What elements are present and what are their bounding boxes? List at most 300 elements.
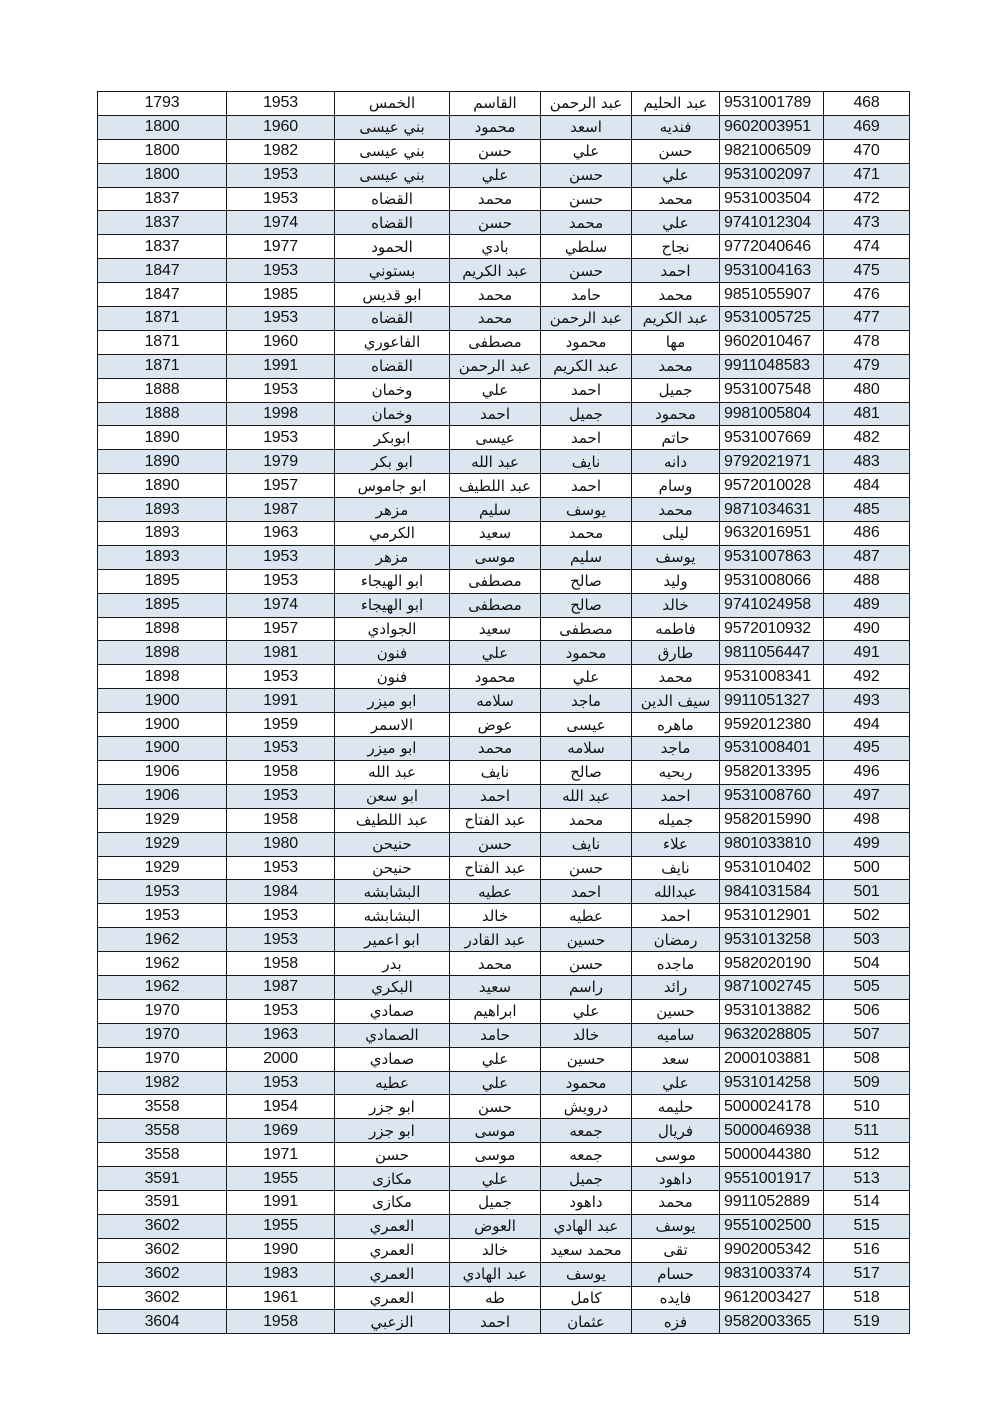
father-name-cell: داهود xyxy=(541,1190,632,1214)
plot-number-cell: 3602 xyxy=(98,1262,227,1286)
birth-year-cell: 1953 xyxy=(227,784,335,808)
family-name-cell: ابو جاموس xyxy=(335,474,450,498)
first-name-cell: علي xyxy=(632,163,720,187)
sequence-number-cell: 485 xyxy=(824,498,910,522)
birth-year-cell: 1953 xyxy=(227,737,335,761)
table-row xyxy=(98,1119,910,1143)
birth-year-cell: 1974 xyxy=(227,593,335,617)
father-name-cell: اسعد xyxy=(541,115,632,139)
first-name-cell: حسن xyxy=(632,139,720,163)
family-name-cell: الخمس xyxy=(335,92,450,116)
first-name-cell: فاطمه xyxy=(632,617,720,641)
table-row xyxy=(98,1047,910,1071)
table-row xyxy=(98,330,910,354)
grandfather-name-cell: محمد xyxy=(450,187,541,211)
birth-year-cell: 1957 xyxy=(227,617,335,641)
sequence-number-cell: 509 xyxy=(824,1071,910,1095)
national-id-cell: 9531014258 xyxy=(720,1071,824,1095)
sequence-number-cell: 514 xyxy=(824,1190,910,1214)
sequence-number-cell: 475 xyxy=(824,259,910,283)
first-name-cell: علاء xyxy=(632,832,720,856)
grandfather-name-cell: عبد الرحمن xyxy=(450,354,541,378)
national-id-cell: 2000103881 xyxy=(720,1047,824,1071)
national-id-cell: 9531013882 xyxy=(720,999,824,1023)
table-row xyxy=(98,904,910,928)
sequence-number-cell: 501 xyxy=(824,880,910,904)
birth-year-cell: 1953 xyxy=(227,1071,335,1095)
plot-number-cell: 1837 xyxy=(98,211,227,235)
grandfather-name-cell: سلامه xyxy=(450,689,541,713)
birth-year-cell: 1953 xyxy=(227,378,335,402)
plot-number-cell: 1962 xyxy=(98,952,227,976)
sequence-number-cell: 491 xyxy=(824,641,910,665)
sequence-number-cell: 476 xyxy=(824,283,910,307)
father-name-cell: حسن xyxy=(541,187,632,211)
family-name-cell: ابو جزر xyxy=(335,1119,450,1143)
plot-number-cell: 1970 xyxy=(98,1023,227,1047)
plot-number-cell: 1895 xyxy=(98,593,227,617)
sequence-number-cell: 468 xyxy=(824,92,910,116)
birth-year-cell: 1954 xyxy=(227,1095,335,1119)
plot-number-cell: 1890 xyxy=(98,426,227,450)
birth-year-cell: 2000 xyxy=(227,1047,335,1071)
sequence-number-cell: 502 xyxy=(824,904,910,928)
plot-number-cell: 1890 xyxy=(98,450,227,474)
father-name-cell: درويش xyxy=(541,1095,632,1119)
table-row xyxy=(98,259,910,283)
register-table xyxy=(97,91,910,1334)
grandfather-name-cell: نايف xyxy=(450,760,541,784)
first-name-cell: عبدالله xyxy=(632,880,720,904)
national-id-cell: 9531010402 xyxy=(720,856,824,880)
birth-year-cell: 1953 xyxy=(227,187,335,211)
table-row xyxy=(98,952,910,976)
table-row xyxy=(98,235,910,259)
plot-number-cell: 1900 xyxy=(98,737,227,761)
sequence-number-cell: 499 xyxy=(824,832,910,856)
table-row xyxy=(98,928,910,952)
family-name-cell: الكرمي xyxy=(335,522,450,546)
first-name-cell: محمد xyxy=(632,498,720,522)
national-id-cell: 9531004163 xyxy=(720,259,824,283)
national-id-cell: 9911051327 xyxy=(720,689,824,713)
birth-year-cell: 1987 xyxy=(227,975,335,999)
sequence-number-cell: 517 xyxy=(824,1262,910,1286)
birth-year-cell: 1953 xyxy=(227,545,335,569)
table-row xyxy=(98,1262,910,1286)
plot-number-cell: 3591 xyxy=(98,1190,227,1214)
sequence-number-cell: 470 xyxy=(824,139,910,163)
national-id-cell: 9602010467 xyxy=(720,330,824,354)
national-id-cell: 9582015990 xyxy=(720,808,824,832)
family-name-cell: حنيحن xyxy=(335,832,450,856)
family-name-cell: صمادي xyxy=(335,1047,450,1071)
birth-year-cell: 1958 xyxy=(227,808,335,832)
national-id-cell: 9911048583 xyxy=(720,354,824,378)
sequence-number-cell: 472 xyxy=(824,187,910,211)
table-row xyxy=(98,115,910,139)
grandfather-name-cell: بادي xyxy=(450,235,541,259)
grandfather-name-cell: عبد القادر xyxy=(450,928,541,952)
table-row xyxy=(98,737,910,761)
grandfather-name-cell: علي xyxy=(450,163,541,187)
grandfather-name-cell: مصطفى xyxy=(450,593,541,617)
father-name-cell: جمعه xyxy=(541,1143,632,1167)
family-name-cell: عطيه xyxy=(335,1071,450,1095)
plot-number-cell: 1962 xyxy=(98,928,227,952)
plot-number-cell: 1888 xyxy=(98,378,227,402)
plot-number-cell: 3604 xyxy=(98,1310,227,1334)
national-id-cell: 9792021971 xyxy=(720,450,824,474)
sequence-number-cell: 496 xyxy=(824,760,910,784)
sequence-number-cell: 474 xyxy=(824,235,910,259)
national-id-cell: 9531002097 xyxy=(720,163,824,187)
birth-year-cell: 1953 xyxy=(227,307,335,331)
first-name-cell: سعد xyxy=(632,1047,720,1071)
plot-number-cell: 1906 xyxy=(98,784,227,808)
grandfather-name-cell: محمد xyxy=(450,737,541,761)
table-row xyxy=(98,1238,910,1262)
sequence-number-cell: 500 xyxy=(824,856,910,880)
father-name-cell: علي xyxy=(541,999,632,1023)
plot-number-cell: 1800 xyxy=(98,139,227,163)
birth-year-cell: 1953 xyxy=(227,426,335,450)
father-name-cell: حسين xyxy=(541,1047,632,1071)
family-name-cell: بني عيسى xyxy=(335,115,450,139)
grandfather-name-cell: العوض xyxy=(450,1214,541,1238)
first-name-cell: رمضان xyxy=(632,928,720,952)
plot-number-cell: 1871 xyxy=(98,330,227,354)
family-name-cell: ابو ميزر xyxy=(335,737,450,761)
national-id-cell: 9531007863 xyxy=(720,545,824,569)
first-name-cell: نجاح xyxy=(632,235,720,259)
father-name-cell: احمد xyxy=(541,378,632,402)
national-id-cell: 9741012304 xyxy=(720,211,824,235)
table-row xyxy=(98,402,910,426)
national-id-cell: 9911052889 xyxy=(720,1190,824,1214)
grandfather-name-cell: محمد xyxy=(450,283,541,307)
father-name-cell: نايف xyxy=(541,832,632,856)
grandfather-name-cell: ابراهيم xyxy=(450,999,541,1023)
birth-year-cell: 1963 xyxy=(227,522,335,546)
plot-number-cell: 1890 xyxy=(98,474,227,498)
table-row xyxy=(98,522,910,546)
father-name-cell: حسن xyxy=(541,856,632,880)
table-row xyxy=(98,139,910,163)
family-name-cell: ابوبكر xyxy=(335,426,450,450)
sequence-number-cell: 481 xyxy=(824,402,910,426)
national-id-cell: 9632016951 xyxy=(720,522,824,546)
table-row xyxy=(98,1167,910,1191)
sequence-number-cell: 515 xyxy=(824,1214,910,1238)
family-name-cell: ابو جزر xyxy=(335,1095,450,1119)
table-row xyxy=(98,474,910,498)
grandfather-name-cell: احمد xyxy=(450,1310,541,1334)
table-row xyxy=(98,975,910,999)
national-id-cell: 5000046938 xyxy=(720,1119,824,1143)
sequence-number-cell: 471 xyxy=(824,163,910,187)
family-name-cell: ابو قديس xyxy=(335,283,450,307)
national-id-cell: 9741024958 xyxy=(720,593,824,617)
father-name-cell: احمد xyxy=(541,474,632,498)
grandfather-name-cell: محمد xyxy=(450,307,541,331)
birth-year-cell: 1990 xyxy=(227,1238,335,1262)
grandfather-name-cell: علي xyxy=(450,1167,541,1191)
national-id-cell: 9572010028 xyxy=(720,474,824,498)
national-id-cell: 9981005804 xyxy=(720,402,824,426)
sequence-number-cell: 503 xyxy=(824,928,910,952)
table-row xyxy=(98,378,910,402)
first-name-cell: حاتم xyxy=(632,426,720,450)
birth-year-cell: 1977 xyxy=(227,235,335,259)
father-name-cell: جميل xyxy=(541,402,632,426)
grandfather-name-cell: عبد الله xyxy=(450,450,541,474)
first-name-cell: ساميه xyxy=(632,1023,720,1047)
birth-year-cell: 1953 xyxy=(227,569,335,593)
sequence-number-cell: 482 xyxy=(824,426,910,450)
grandfather-name-cell: مصطفى xyxy=(450,569,541,593)
father-name-cell: جميل xyxy=(541,1167,632,1191)
plot-number-cell: 3602 xyxy=(98,1286,227,1310)
birth-year-cell: 1953 xyxy=(227,163,335,187)
birth-year-cell: 1961 xyxy=(227,1286,335,1310)
table-row xyxy=(98,832,910,856)
sequence-number-cell: 518 xyxy=(824,1286,910,1310)
father-name-cell: يوسف xyxy=(541,498,632,522)
grandfather-name-cell: موسى xyxy=(450,1143,541,1167)
first-name-cell: محمد xyxy=(632,1190,720,1214)
national-id-cell: 9531008066 xyxy=(720,569,824,593)
grandfather-name-cell: عيسى xyxy=(450,426,541,450)
family-name-cell: عبد الله xyxy=(335,760,450,784)
first-name-cell: محمد xyxy=(632,665,720,689)
family-name-cell: البشابشه xyxy=(335,904,450,928)
grandfather-name-cell: سعيد xyxy=(450,522,541,546)
table-row xyxy=(98,856,910,880)
table-row xyxy=(98,1095,910,1119)
father-name-cell: علي xyxy=(541,139,632,163)
birth-year-cell: 1971 xyxy=(227,1143,335,1167)
family-name-cell: ابو اعمير xyxy=(335,928,450,952)
first-name-cell: احمد xyxy=(632,259,720,283)
father-name-cell: محمد xyxy=(541,211,632,235)
grandfather-name-cell: خالد xyxy=(450,904,541,928)
table-row xyxy=(98,354,910,378)
father-name-cell: محمد xyxy=(541,522,632,546)
sequence-number-cell: 492 xyxy=(824,665,910,689)
birth-year-cell: 1963 xyxy=(227,1023,335,1047)
national-id-cell: 9811056447 xyxy=(720,641,824,665)
grandfather-name-cell: حسن xyxy=(450,139,541,163)
first-name-cell: علي xyxy=(632,211,720,235)
table-row xyxy=(98,307,910,331)
family-name-cell: بني عيسى xyxy=(335,163,450,187)
grandfather-name-cell: علي xyxy=(450,378,541,402)
first-name-cell: محمد xyxy=(632,283,720,307)
table-row xyxy=(98,283,910,307)
national-id-cell: 9531012901 xyxy=(720,904,824,928)
birth-year-cell: 1953 xyxy=(227,856,335,880)
plot-number-cell: 1929 xyxy=(98,808,227,832)
national-id-cell: 9582003365 xyxy=(720,1310,824,1334)
sequence-number-cell: 487 xyxy=(824,545,910,569)
family-name-cell: مكازى xyxy=(335,1190,450,1214)
birth-year-cell: 1959 xyxy=(227,713,335,737)
sequence-number-cell: 505 xyxy=(824,975,910,999)
father-name-cell: محمود xyxy=(541,330,632,354)
plot-number-cell: 1871 xyxy=(98,307,227,331)
grandfather-name-cell: موسى xyxy=(450,1119,541,1143)
father-name-cell: مصطفى xyxy=(541,617,632,641)
plot-number-cell: 1982 xyxy=(98,1071,227,1095)
national-id-cell: 5000024178 xyxy=(720,1095,824,1119)
national-id-cell: 9592012380 xyxy=(720,713,824,737)
first-name-cell: ليلى xyxy=(632,522,720,546)
sequence-number-cell: 479 xyxy=(824,354,910,378)
family-name-cell: مزهر xyxy=(335,545,450,569)
family-name-cell: وخمان xyxy=(335,402,450,426)
first-name-cell: مها xyxy=(632,330,720,354)
father-name-cell: عبد الله xyxy=(541,784,632,808)
sequence-number-cell: 516 xyxy=(824,1238,910,1262)
birth-year-cell: 1958 xyxy=(227,952,335,976)
sequence-number-cell: 477 xyxy=(824,307,910,331)
family-name-cell: ابو سعن xyxy=(335,784,450,808)
table-row xyxy=(98,999,910,1023)
grandfather-name-cell: عبد اللطيف xyxy=(450,474,541,498)
birth-year-cell: 1955 xyxy=(227,1214,335,1238)
first-name-cell: تقى xyxy=(632,1238,720,1262)
sequence-number-cell: 480 xyxy=(824,378,910,402)
grandfather-name-cell: علي xyxy=(450,1071,541,1095)
first-name-cell: موسى xyxy=(632,1143,720,1167)
table-row xyxy=(98,713,910,737)
first-name-cell: يوسف xyxy=(632,1214,720,1238)
birth-year-cell: 1953 xyxy=(227,665,335,689)
grandfather-name-cell: القاسم xyxy=(450,92,541,116)
family-name-cell: ابو الهيجاء xyxy=(335,569,450,593)
birth-year-cell: 1953 xyxy=(227,259,335,283)
family-name-cell: عبد اللطيف xyxy=(335,808,450,832)
national-id-cell: 9841031584 xyxy=(720,880,824,904)
family-name-cell: القضاه xyxy=(335,354,450,378)
plot-number-cell: 1895 xyxy=(98,569,227,593)
grandfather-name-cell: احمد xyxy=(450,784,541,808)
table-row xyxy=(98,689,910,713)
plot-number-cell: 1953 xyxy=(98,880,227,904)
first-name-cell: ماجده xyxy=(632,952,720,976)
national-id-cell: 9582020190 xyxy=(720,952,824,976)
table-row xyxy=(98,641,910,665)
birth-year-cell: 1960 xyxy=(227,330,335,354)
grandfather-name-cell: طه xyxy=(450,1286,541,1310)
birth-year-cell: 1991 xyxy=(227,689,335,713)
national-id-cell: 9582013395 xyxy=(720,760,824,784)
family-name-cell: العمري xyxy=(335,1214,450,1238)
father-name-cell: راسم xyxy=(541,975,632,999)
family-name-cell: الاسمر xyxy=(335,713,450,737)
sequence-number-cell: 489 xyxy=(824,593,910,617)
grandfather-name-cell: عبد الهادي xyxy=(450,1262,541,1286)
national-id-cell: 9871002745 xyxy=(720,975,824,999)
birth-year-cell: 1958 xyxy=(227,760,335,784)
birth-year-cell: 1953 xyxy=(227,904,335,928)
father-name-cell: حسن xyxy=(541,259,632,283)
father-name-cell: سليم xyxy=(541,545,632,569)
family-name-cell: العمري xyxy=(335,1286,450,1310)
plot-number-cell: 3558 xyxy=(98,1143,227,1167)
first-name-cell: احمد xyxy=(632,904,720,928)
father-name-cell: خالد xyxy=(541,1023,632,1047)
plot-number-cell: 3558 xyxy=(98,1119,227,1143)
national-id-cell: 9871034631 xyxy=(720,498,824,522)
plot-number-cell: 3602 xyxy=(98,1214,227,1238)
plot-number-cell: 1847 xyxy=(98,283,227,307)
birth-year-cell: 1980 xyxy=(227,832,335,856)
birth-year-cell: 1985 xyxy=(227,283,335,307)
national-id-cell: 9531001789 xyxy=(720,92,824,116)
sequence-number-cell: 494 xyxy=(824,713,910,737)
grandfather-name-cell: حسن xyxy=(450,211,541,235)
family-name-cell: القضاه xyxy=(335,307,450,331)
plot-number-cell: 1793 xyxy=(98,92,227,116)
sequence-number-cell: 504 xyxy=(824,952,910,976)
birth-year-cell: 1998 xyxy=(227,402,335,426)
plot-number-cell: 1970 xyxy=(98,999,227,1023)
grandfather-name-cell: عبد الفتاح xyxy=(450,856,541,880)
plot-number-cell: 1962 xyxy=(98,975,227,999)
first-name-cell: فزه xyxy=(632,1310,720,1334)
first-name-cell: ماجد xyxy=(632,737,720,761)
father-name-cell: عبد الهادي xyxy=(541,1214,632,1238)
table-body xyxy=(98,92,910,1334)
sequence-number-cell: 473 xyxy=(824,211,910,235)
family-name-cell: الحمود xyxy=(335,235,450,259)
national-id-cell: 5000044380 xyxy=(720,1143,824,1167)
father-name-cell: احمد xyxy=(541,426,632,450)
plot-number-cell: 1893 xyxy=(98,498,227,522)
national-id-cell: 9772040646 xyxy=(720,235,824,259)
table-row xyxy=(98,665,910,689)
national-id-cell: 9851055907 xyxy=(720,283,824,307)
grandfather-name-cell: حسن xyxy=(450,832,541,856)
father-name-cell: صالح xyxy=(541,593,632,617)
birth-year-cell: 1974 xyxy=(227,211,335,235)
first-name-cell: ربحيه xyxy=(632,760,720,784)
national-id-cell: 9831003374 xyxy=(720,1262,824,1286)
sequence-number-cell: 469 xyxy=(824,115,910,139)
plot-number-cell: 1893 xyxy=(98,545,227,569)
father-name-cell: صالح xyxy=(541,569,632,593)
father-name-cell: عبد الرحمن xyxy=(541,307,632,331)
table-row xyxy=(98,1071,910,1095)
family-name-cell: حسن xyxy=(335,1143,450,1167)
first-name-cell: وسام xyxy=(632,474,720,498)
plot-number-cell: 3558 xyxy=(98,1095,227,1119)
family-name-cell: بني عيسى xyxy=(335,139,450,163)
sequence-number-cell: 507 xyxy=(824,1023,910,1047)
father-name-cell: عبد الرحمن xyxy=(541,92,632,116)
first-name-cell: داهود xyxy=(632,1167,720,1191)
plot-number-cell: 1893 xyxy=(98,522,227,546)
table-row xyxy=(98,1214,910,1238)
birth-year-cell: 1982 xyxy=(227,139,335,163)
grandfather-name-cell: علي xyxy=(450,641,541,665)
birth-year-cell: 1957 xyxy=(227,474,335,498)
plot-number-cell: 3602 xyxy=(98,1238,227,1262)
sequence-number-cell: 519 xyxy=(824,1310,910,1334)
first-name-cell: فريال xyxy=(632,1119,720,1143)
